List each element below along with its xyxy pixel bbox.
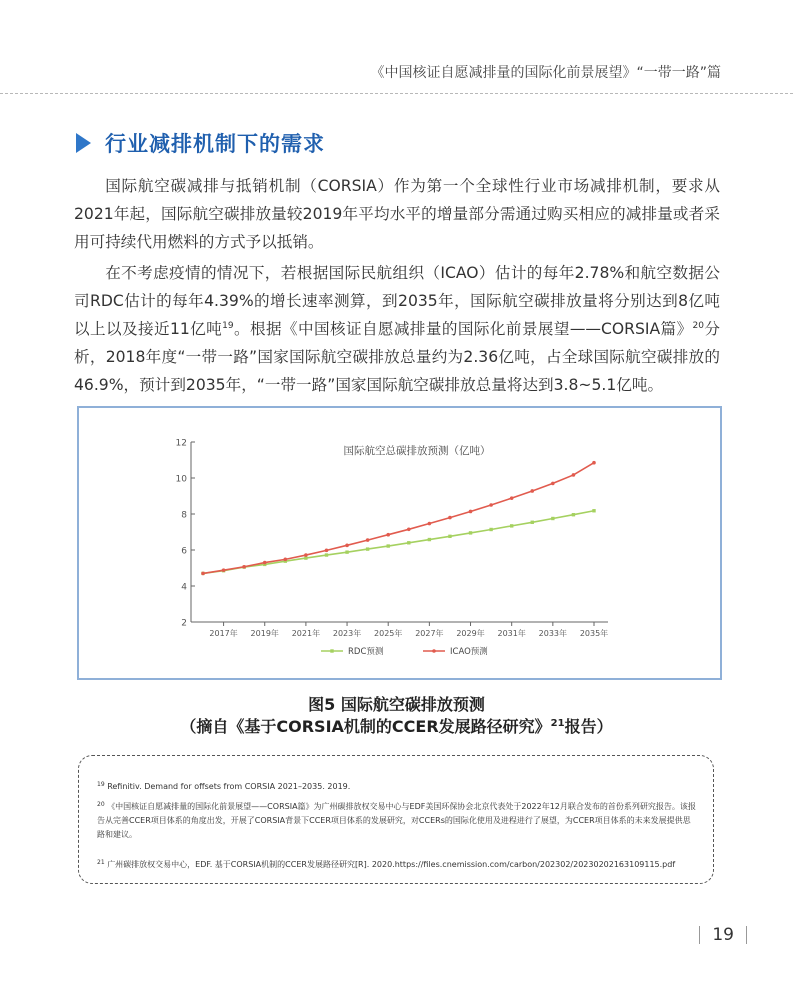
- data-point: [304, 553, 308, 557]
- running-header-title: 《中国核证自愿减排量的国际化前景展望》“一带一路”篇: [370, 65, 721, 81]
- data-point: [387, 544, 390, 547]
- header-divider: [0, 93, 793, 94]
- legend-marker: [330, 649, 333, 652]
- figure-caption-title: 图5 国际航空碳排放预测: [308, 695, 485, 714]
- data-point: [592, 461, 596, 465]
- paragraph-2-text-b: 。根据《中国核证自愿减排量的国际化前景展望——CORSIA篇》: [233, 320, 693, 338]
- data-point: [345, 544, 349, 548]
- x-tick-label: 2031年: [497, 629, 526, 638]
- page-number: 19: [699, 926, 747, 944]
- y-tick-label: 10: [175, 474, 187, 485]
- series-line-1: [203, 463, 594, 574]
- data-point: [531, 521, 534, 524]
- footnote-20-number: 20: [97, 801, 105, 808]
- emissions-line-chart: [79, 408, 720, 678]
- data-point: [428, 538, 431, 541]
- y-tick-label: 12: [175, 438, 187, 449]
- data-point: [469, 531, 472, 534]
- data-point: [407, 528, 411, 532]
- y-tick-label: 6: [181, 546, 187, 557]
- legend-label-1: ICAO预测: [450, 647, 488, 657]
- triangle-arrow-icon: [76, 133, 91, 153]
- caption-source-text-b: 报告）: [564, 717, 613, 736]
- footnote-21-text[interactable]: 广州碳排放权交易中心，EDF. 基于CORSIA机制的CCER发展路径研究[R]. 2020.https://files.cnemission.com/carbon/202302/20230202163109115.pdf: [107, 860, 676, 869]
- data-point: [448, 516, 452, 520]
- legend-label-0: RDC预测: [348, 647, 384, 657]
- figure-chart-frame: [77, 406, 722, 680]
- y-axis-ticks: [176, 439, 195, 629]
- data-point: [325, 549, 329, 553]
- paragraph-2-text-a: 在不考虑疫情的情况下，若根据国际民航组织（ICAO）估计的每年2.78%和航空数据公司RDC估计的每年4.39%的增长速率测算，到2035年，国际航空碳排放量将分别达到8亿吨以上以及接近11亿吨: [74, 264, 720, 338]
- section-heading: [76, 128, 325, 158]
- data-point: [572, 513, 575, 516]
- data-point: [489, 503, 493, 507]
- x-tick-label: 2033年: [538, 629, 568, 638]
- footnote-ref-20[interactable]: 20: [692, 321, 704, 331]
- footnote-21-number: 21: [97, 859, 105, 866]
- data-point: [551, 517, 554, 520]
- data-point: [489, 528, 492, 531]
- footnotes-box: [78, 755, 714, 884]
- data-point: [448, 535, 451, 538]
- body-paragraph-2: [74, 259, 720, 399]
- data-point: [366, 547, 369, 550]
- data-point: [510, 496, 514, 500]
- x-axis-ticks: [209, 622, 608, 638]
- x-tick-label: 2021年: [291, 629, 321, 638]
- legend-marker: [432, 649, 436, 653]
- chart-legend: [321, 646, 488, 657]
- data-point: [428, 522, 432, 526]
- x-tick-label: 2027年: [415, 629, 444, 638]
- footnote-19: [97, 780, 697, 794]
- figure-caption-source: [0, 714, 793, 737]
- paragraph-2-text-c: 分析，2018年度“一带一路”国家国际航空碳排放总量约为2.36亿吨，占全球国际航空碳排放的46.9%，预计到2035年，“一带一路”国家国际航空碳排放总量将达到3.8~5.1亿吨。: [74, 320, 720, 394]
- footnote-20-text: 《中国核证自愿减排量的国际化前景展望——CORSIA篇》为广州碳排放权交易中心与EDF美国环保协会北京代表处于2022年12月联合发布的首份系列研究报告。该报告从完善CCER项目体系的角度出发，开展了CORSIA背景下CCER项目体系的发展研究，对CCERs的国际化使用及进程进行了展望，为CCER项目体系的未来发展提供思路和建议。: [97, 802, 696, 839]
- data-point: [304, 556, 307, 559]
- data-point: [407, 541, 410, 544]
- data-point: [222, 568, 226, 572]
- footnote-21: [97, 858, 697, 872]
- x-tick-label: 2029年: [456, 629, 485, 638]
- data-point: [201, 572, 205, 576]
- y-tick-label: 4: [181, 582, 187, 593]
- data-point: [592, 509, 595, 512]
- data-point: [572, 473, 576, 477]
- x-tick-label: 2019年: [250, 629, 279, 638]
- chart-series: [201, 461, 596, 575]
- body-paragraph-1: 国际航空碳减排与抵销机制（CORSIA）作为第一个全球性行业市场减排机制，要求从2021年起，国际航空碳排放量较2019年平均水平的增量部分需通过购买相应的减排量或者采用可持续代用燃料的方式予以抵销。: [74, 177, 720, 251]
- x-tick-label: 2035年: [579, 629, 609, 638]
- data-point: [345, 550, 348, 553]
- x-tick-label: 2025年: [374, 629, 403, 638]
- footnote-19-text: Refinitiv. Demand for offsets from CORSIA 2021–2035. 2019.: [107, 782, 351, 791]
- data-point: [469, 510, 473, 514]
- data-point: [284, 558, 288, 562]
- data-point: [242, 565, 246, 569]
- footnote-19-number: 19: [97, 781, 105, 788]
- y-tick-label: 8: [181, 510, 187, 521]
- data-point: [366, 538, 370, 542]
- x-tick-label: 2017年: [209, 629, 238, 638]
- data-point: [263, 561, 267, 565]
- y-tick-label: 2: [181, 618, 187, 629]
- data-point: [386, 533, 390, 537]
- chart-title: 国际航空总碳排放预测（亿吨）: [343, 445, 491, 457]
- caption-source-text-a: （摘自《基于CORSIA机制的CCER发展路径研究》: [180, 717, 551, 736]
- data-point: [325, 553, 328, 556]
- data-point: [551, 482, 555, 486]
- x-tick-label: 2023年: [332, 629, 362, 638]
- footnote-20: [97, 800, 697, 842]
- footnote-ref-19[interactable]: 19: [222, 321, 234, 331]
- data-point: [530, 489, 534, 493]
- footnote-ref-21[interactable]: 21: [550, 718, 565, 729]
- data-point: [510, 524, 513, 527]
- section-heading-text: 行业减排机制下的需求: [105, 132, 325, 156]
